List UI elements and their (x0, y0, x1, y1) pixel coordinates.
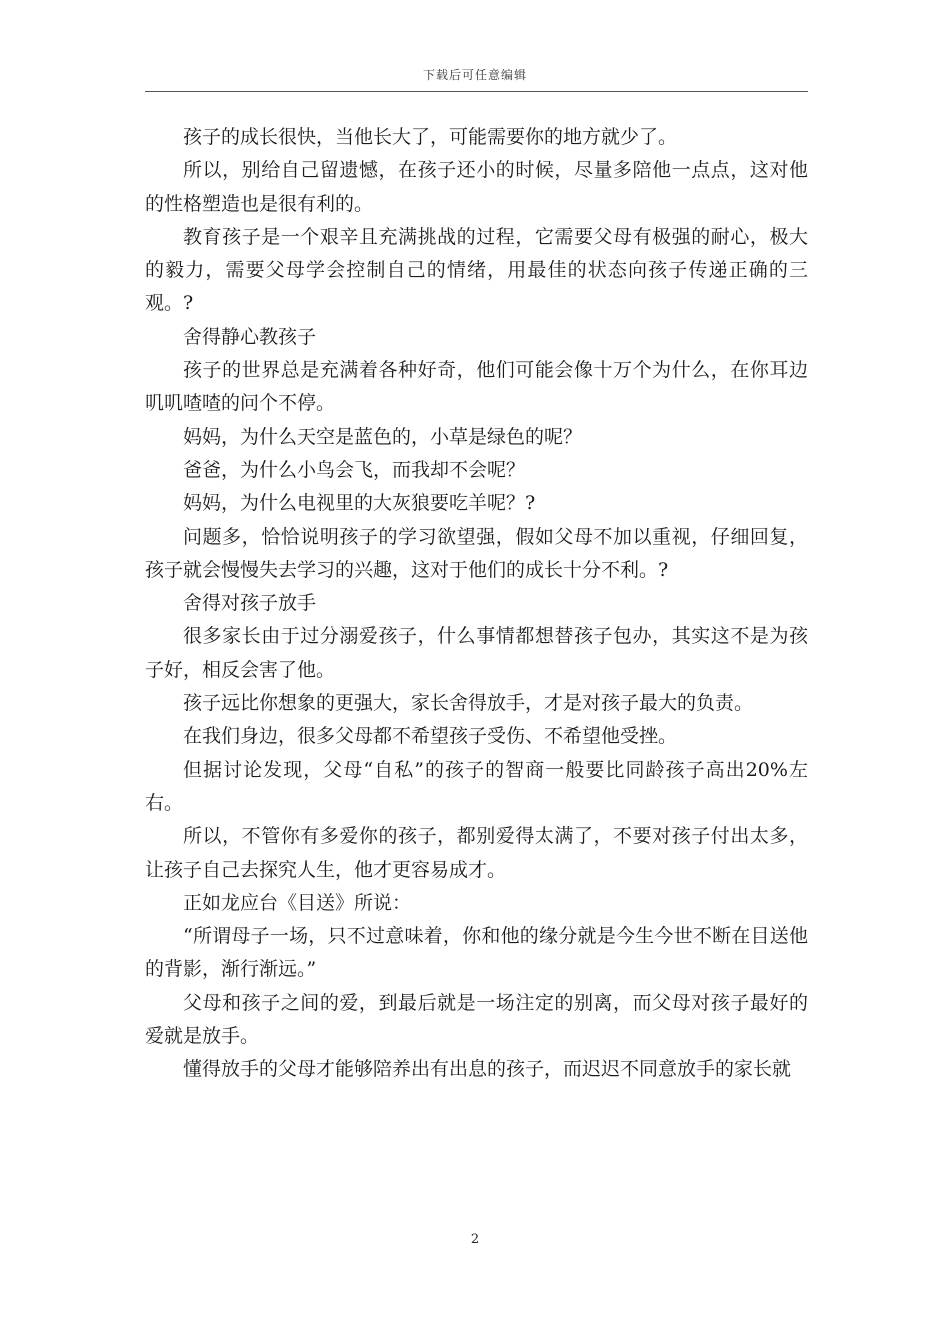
paragraph: 正如龙应台《目送》所说： (183, 891, 412, 914)
paragraph: 孩子的成长很快，当他长大了，可能需要你的地方就少了。 (183, 126, 678, 148)
paragraph: 妈妈，为什么天空是蓝色的，小草是绿色的呢？ (183, 425, 583, 448)
paragraph: 父母和孩子之间的爱，到最后就是一场注定的别离，而父母对孩子最好的爱就是放手。 (145, 991, 808, 1048)
paragraph: 但据讨论发现，父母“自私”的孩子的智商一般要比同龄孩子高出20%左右。 (145, 758, 808, 814)
paragraph: 在我们身边，很多父母都不希望孩子受伤、不希望他受挫。 (183, 725, 678, 748)
page-number: 2 (470, 1232, 480, 1247)
paragraph: 孩子远比你想象的更强大，家长舍得放手，才是对孩子最大的负责。 (183, 692, 754, 715)
header-divider (145, 91, 808, 92)
paragraph: 妈妈，为什么电视里的大灰狼要吃羊呢？? (183, 492, 536, 515)
section-heading: 舍得对孩子放手 (183, 592, 317, 615)
quote-paragraph: “所谓母子一场，只不过意味着，你和他的缘分就是今生今世不断在目送他的背影，渐行渐远。” (145, 925, 808, 981)
section-heading: 舍得静心教孩子 (183, 325, 317, 348)
document-body (145, 121, 808, 1087)
paragraph: 所以，不管你有多爱你的孩子，都别爱得太满了，不要对孩子付出太多，让孩子自己去探究人生，他才更容易成才。 (145, 825, 808, 881)
paragraph: 问题多，恰恰说明孩子的学习欲望强，假如父母不加以重视，仔细回复，孩子就会慢慢失去学习的兴趣，这对于他们的成长十分不利。? (145, 525, 808, 581)
page-header: 下载后可任意编辑 (422, 68, 527, 82)
paragraph: 很多家长由于过分溺爱孩子，什么事情都想替孩子包办，其实这不是为孩子好，相反会害了他。 (145, 625, 808, 681)
paragraph: 教育孩子是一个艰辛且充满挑战的过程，它需要父母有极强的耐心，极大的毅力，需要父母学会控制自己的情绪，用最佳的状态向孩子传递正确的三观。? (145, 225, 808, 315)
paragraph: 所以，别给自己留遗憾，在孩子还小的时候，尽量多陪他一点点，这对他的性格塑造也是很有利的。 (145, 159, 808, 215)
paragraph: 孩子的世界总是充满着各种好奇，他们可能会像十万个为什么，在你耳边叽叽喳喳的问个不停。 (145, 359, 808, 415)
paragraph: 懂得放手的父母才能够陪养出有出息的孩子，而迟迟不同意放手的家长就 (183, 1058, 792, 1081)
paragraph: 爸爸，为什么小鸟会飞，而我却不会呢？ (183, 458, 526, 481)
